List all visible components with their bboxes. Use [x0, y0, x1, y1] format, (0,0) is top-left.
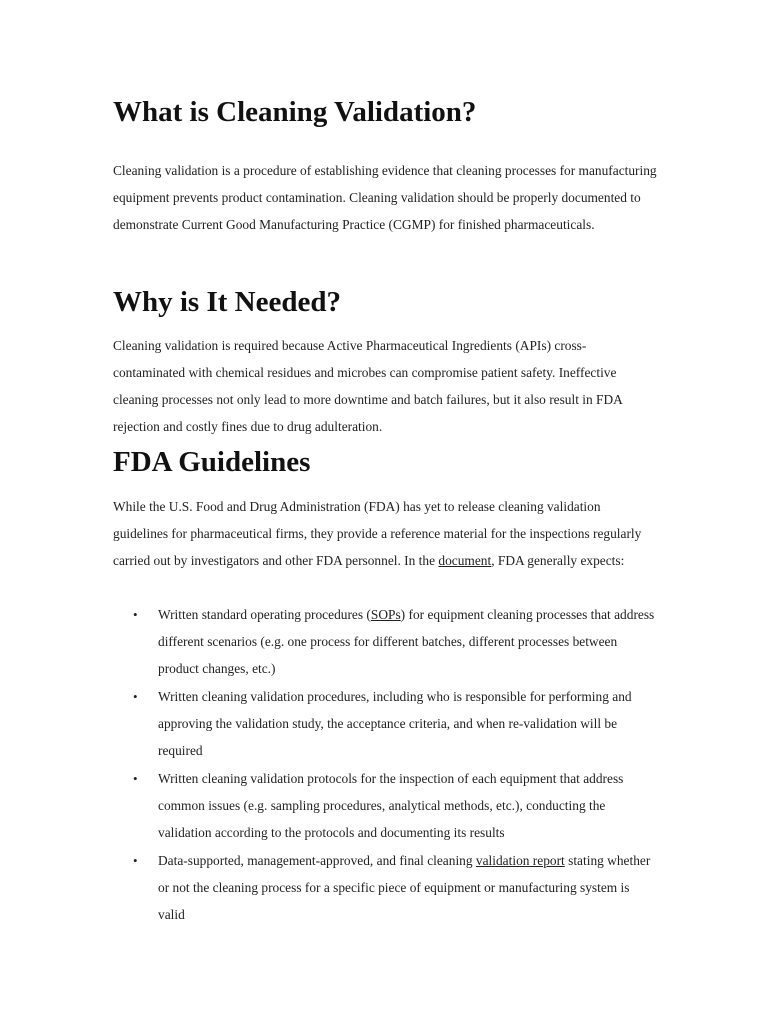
list-item-text: Written cleaning validation protocols for the inspection of each equipment that address common issues (e.g. sampling procedures, analytical methods, etc.), conducting the validation according to the protocols and documenting its results: [158, 771, 624, 840]
heading-why-is-it-needed: Why is It Needed?: [113, 286, 341, 318]
list-item: [113, 765, 658, 846]
list-item: [113, 683, 658, 764]
list-item: [113, 847, 658, 928]
validation-report-link[interactable]: validation report: [475, 853, 565, 868]
list-item-text: Written cleaning validation procedures, including who is responsible for performing and approving the validation study, the acceptance criteria, and when re-validation will be required: [158, 689, 632, 758]
bullet-icon: •: [133, 771, 138, 786]
bullet-icon: •: [133, 607, 138, 622]
paragraph-why: Cleaning validation is required because Active Pharmaceutical Ingredients (APIs) cross-contaminated with chemical residues and microbes can compromise patient safety. Ineffective cleaning processes not only lead to more downtime and batch failures, but it also result in FDA rejection and costly fines due to drug adulteration.: [113, 338, 623, 434]
bullet-icon: •: [133, 689, 138, 704]
paragraph-what: Cleaning validation is a procedure of establishing evidence that cleaning processes for manufacturing equipment prevents product contamination. Cleaning validation should be properly documented to demonstrate Current Good Manufacturing Practice (CGMP) for finished pharmaceuticals.: [113, 163, 657, 232]
list-item: [113, 601, 658, 682]
heading-fda-guidelines: FDA Guidelines: [113, 446, 311, 478]
fda-intro-text-after: , FDA generally expects:: [491, 553, 625, 568]
heading-what-is-cleaning-validation: What is Cleaning Validation?: [113, 96, 477, 128]
list-item-text-after: ) for equipment cleaning processes that address different scenarios (e.g. one process for different batches, different processes between product changes, etc.): [158, 607, 655, 676]
paragraph-fda-intro: [113, 493, 658, 574]
fda-intro-text-before: While the U.S. Food and Drug Administration (FDA) has yet to release cleaning validation guidelines for pharmaceutical firms, they provide a reference material for the inspections regularly carried out by investigators and other FDA personnel. In the: [113, 499, 642, 568]
list-item-text-after: stating whether or not the cleaning process for a specific piece of equipment or manufacturing system is valid: [158, 853, 651, 922]
fda-expectations-list: [113, 601, 658, 929]
bullet-icon: •: [133, 853, 138, 868]
list-item-text-before: Written standard operating procedures (: [158, 607, 371, 622]
list-item-text-before: Data-supported, management-approved, and final cleaning: [158, 853, 476, 868]
sops-link[interactable]: SOPs: [370, 607, 401, 622]
document-link[interactable]: document: [438, 553, 492, 568]
